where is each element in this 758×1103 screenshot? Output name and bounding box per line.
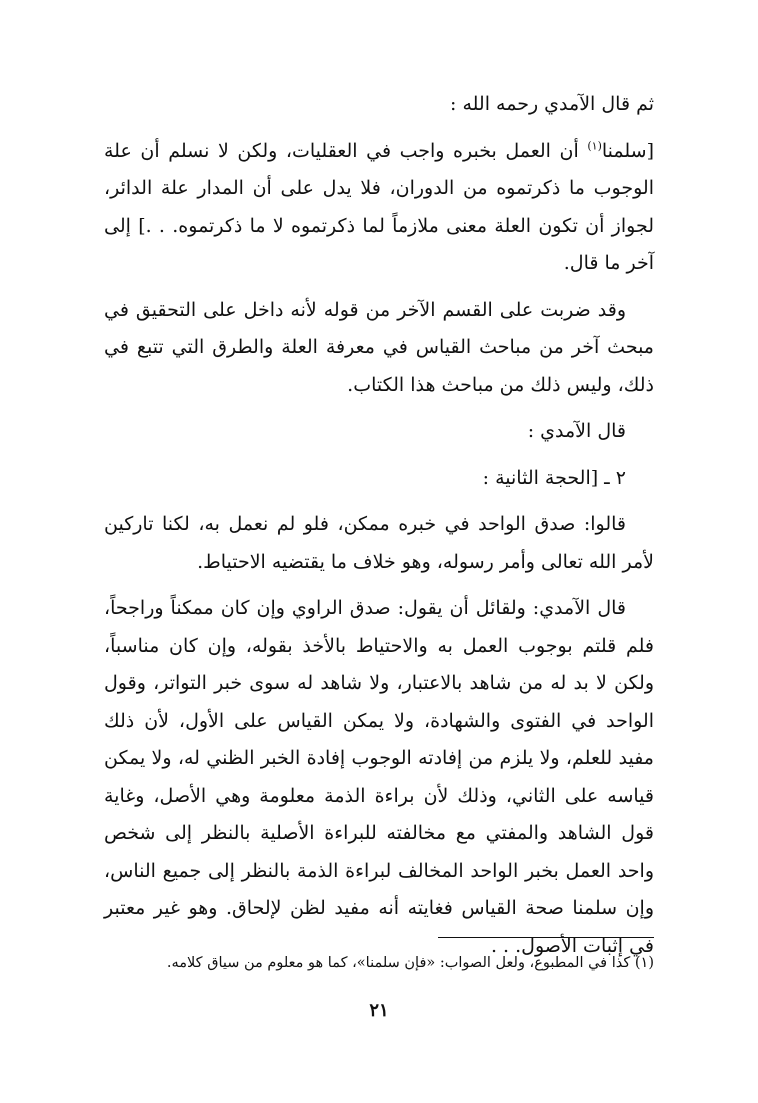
paragraph-argument: قالوا: صدق الواحد في خبره ممكن، فلو لم نعمل به، لكنا تاركين لأمر الله تعالى وأمر رسوله، وهو خلاف ما يقتضيه الاحتياط.: [104, 513, 654, 573]
paragraph-intro: ثم قال الآمدي رحمه الله :: [450, 93, 654, 115]
paragraph-commentary: وقد ضربت على القسم الآخر من قوله لأنه داخل على التحقيق في مبحث آخر من مباحث القياس في معرفة العلة والطرق التي تتبع في ذلك، وليس ذلك من مباحث هذا الكتاب.: [104, 298, 654, 396]
main-text: [104, 86, 654, 974]
paragraph-quote-1: [104, 133, 654, 283]
page-number: ٢١: [369, 1000, 389, 1021]
footnote-marker: (١): [587, 139, 602, 153]
quote-open-text: [سلمنا: [601, 139, 654, 162]
paragraph-rebuttal: قال الآمدي: ولقائل أن يقول: صدق الراوي وإن كان ممكناً وراجحاً، فلم قلتم بوجوب العمل به والاحتياط بالأخذ بقوله، وإن كان مناسباً، ولكن لا بد له من شاهد بالاعتبار، ولا شاهد له سوى خبر التواتر، وقول الواحد في الفتوى والشهادة، ولا يمكن القياس على الأول، لأن ذلك مفيد للعلم، ولا يلزم من إفادته الوجوب إفادة الخبر الظني له، ولا يمكن قياسه على الثاني، وذلك لأن براءة الذمة معلومة وهي الأصل، وغاية قول الشاهد والمفتي مع مخالفته للبراءة الأصلية بالنظر إلى شخص واحد العمل بخبر الواحد المخالف لبراءة الذمة بالنظر إلى جميع الناس، وإن سلمنا صحة القياس فغايته أنه مفيد لظن لإلحاق. وهو غير معتبر في إثبات الأصول. . .: [104, 597, 654, 957]
footnote-divider: [438, 937, 654, 938]
section-heading-second-argument: ٢ ـ [الحجة الثانية :: [482, 466, 626, 489]
paragraph-said-amidi: قال الآمدي :: [527, 420, 626, 442]
footnote: (١) كذا في المطبوع، ولعل الصواب: «فإن سلمنا»، كما هو معلوم من سياق كلامه.: [166, 955, 654, 971]
quote-rest-text: أن العمل بخبره واجب في العقليات، ولكن لا نسلم أن علة الوجوب ما ذكرتموه من الدوران، فلا يدل على أن المدار علة الدائر، لجواز أن تكون العلة معنى ملازماً لما ذكرتموه لا ما ذكرتموه. . .] إلى آخر ما قال.: [104, 139, 654, 274]
